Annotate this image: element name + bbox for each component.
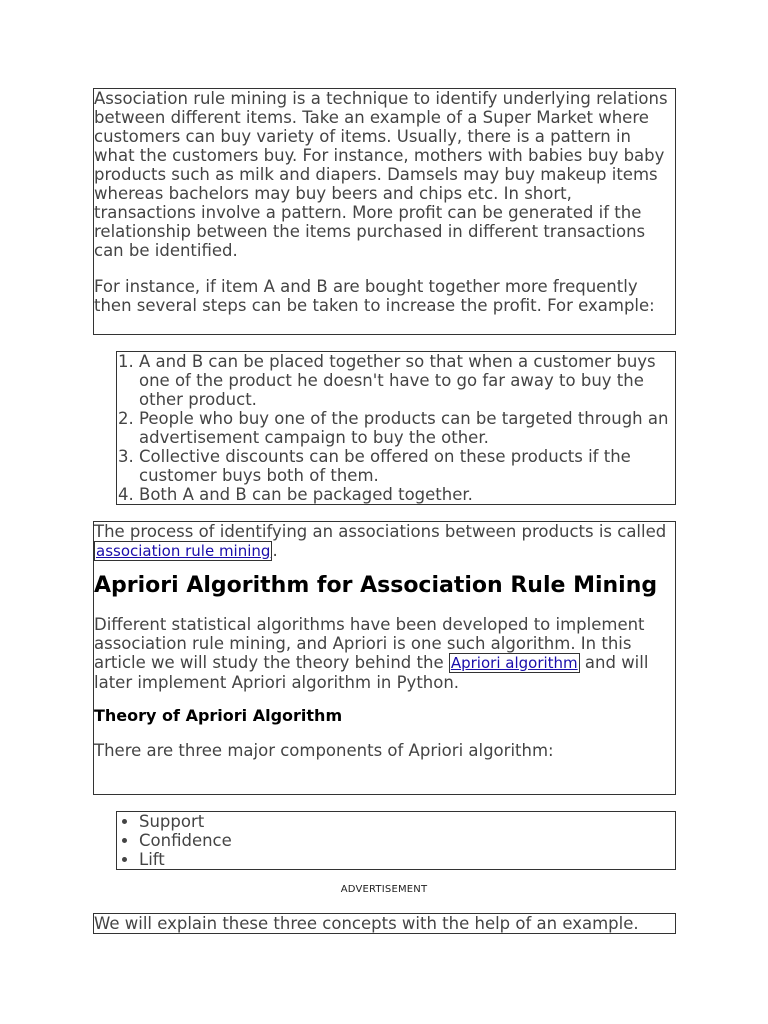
theory-subheading: Theory of Apriori Algorithm — [94, 706, 343, 725]
apriori-section — [93, 521, 676, 795]
list-item: 2. People who buy one of the products can be targeted through an advertisement campaign to buy the other. — [139, 409, 675, 447]
algorithms-paragraph — [94, 615, 675, 692]
intro-section — [93, 88, 676, 335]
algorithms-text: Different statistical algorithms have been developed to implement association rule mining, and Apriori is one such algorithm. In this article we will study the theory behind the — [94, 615, 645, 672]
example-paragraph: For instance, if item A and B are bought together more frequently then several steps can be taken to increase the profit. For example: — [94, 277, 655, 315]
association-rule-mining-link[interactable]: association rule mining — [96, 542, 271, 560]
section-heading: Apriori Algorithm for Association Rule Mining — [94, 573, 658, 598]
components-list — [117, 812, 675, 869]
components-intro: There are three major components of Apriori algorithm: — [94, 741, 554, 760]
process-paragraph — [94, 522, 675, 561]
steps-list — [117, 352, 675, 504]
steps-list-section — [116, 351, 676, 505]
algorithms-text-end: and will later implement Apriori algorithm in Python. — [94, 653, 649, 692]
intro-paragraph: Association rule mining is a technique to identify underlying relations between different items. Take an example of a Super Market where customers can buy variety of items. Usually, there is a pattern in what the customers buy. For instance, mothers with babies buy baby products such as milk and diapers. Damsels may buy makeup items whereas bachelors may buy beers and chips etc. In short, transactions involve a pattern. More profit can be generated if the relationship between the items purchased in different transactions can be identified. — [94, 89, 668, 260]
list-item: 3. Collective discounts can be offered on these products if the customer buys both of them. — [139, 447, 675, 485]
apriori-algorithm-link[interactable]: Apriori algorithm — [450, 654, 578, 672]
list-item: 4. Both A and B can be packaged together. — [139, 485, 675, 504]
list-item: • Confidence — [139, 831, 675, 850]
closing-section — [93, 913, 676, 934]
process-text: The process of identifying an associations between products is called — [94, 522, 667, 541]
process-text-end: . — [272, 541, 278, 560]
advertisement-label: ADVERTISEMENT — [340, 884, 428, 895]
components-list-section — [116, 811, 676, 870]
closing-paragraph: We will explain these three concepts with the help of an example. — [94, 914, 639, 933]
list-item: 1. A and B can be placed together so that when a customer buys one of the product he doesn't have to go far away to buy the other product. — [139, 352, 675, 409]
list-item: • Support — [139, 812, 675, 831]
list-item: • Lift — [139, 850, 675, 869]
